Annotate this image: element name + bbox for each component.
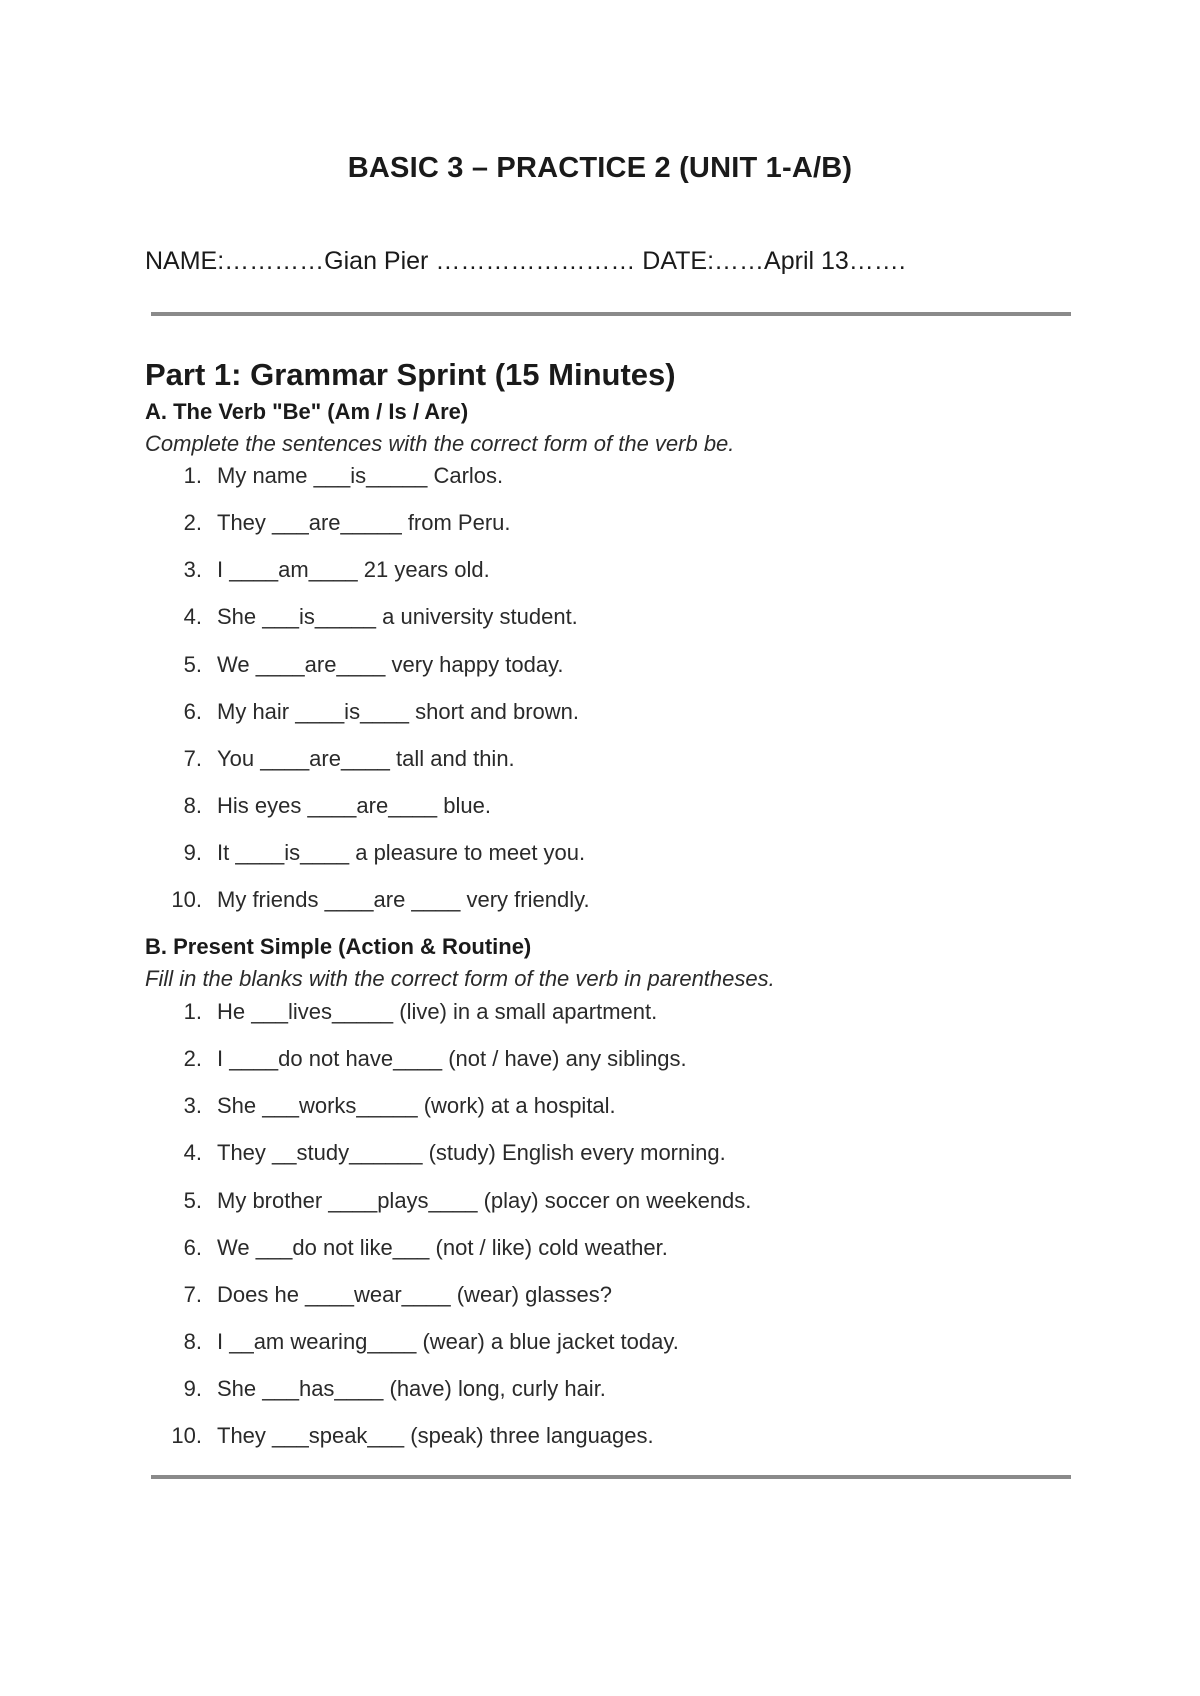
item-number: 6. bbox=[183, 699, 202, 724]
item-number: 6. bbox=[183, 1235, 202, 1260]
item-text: I ____am____ 21 years old. bbox=[217, 557, 490, 582]
item-number: 2. bbox=[183, 1046, 202, 1071]
item-text: They ___speak___ (speak) three languages. bbox=[217, 1423, 654, 1448]
section-a-title: A. The Verb "Be" (Am / Is / Are) bbox=[145, 399, 469, 424]
item-number: 3. bbox=[183, 557, 202, 582]
item-text: We ____are____ very happy today. bbox=[217, 652, 564, 677]
item-text: My friends ____are ____ very friendly. bbox=[217, 887, 590, 912]
item-number: 7. bbox=[183, 746, 202, 771]
item-text: My brother ____plays____ (play) soccer on weekends. bbox=[217, 1188, 752, 1213]
item-number: 10. bbox=[171, 1423, 202, 1448]
item-text: She ___works_____ (work) at a hospital. bbox=[217, 1093, 616, 1118]
name-date-line: NAME:…………Gian Pier …………………… DATE:……April 13……. bbox=[145, 247, 906, 275]
item-text: Does he ____wear____ (wear) glasses? bbox=[217, 1282, 613, 1307]
bottom-divider bbox=[151, 1475, 1071, 1479]
item-number: 4. bbox=[183, 1140, 202, 1165]
item-text: My hair ____is____ short and brown. bbox=[217, 699, 579, 724]
item-text: It ____is____ a pleasure to meet you. bbox=[217, 840, 586, 865]
section-b-title: B. Present Simple (Action & Routine) bbox=[145, 934, 532, 959]
item-number: 8. bbox=[183, 1329, 202, 1354]
item-text: His eyes ____are____ blue. bbox=[217, 793, 491, 818]
item-number: 4. bbox=[183, 604, 202, 629]
item-text: She ___has____ (have) long, curly hair. bbox=[217, 1376, 606, 1401]
page-title: BASIC 3 – PRACTICE 2 (UNIT 1-A/B) bbox=[347, 152, 853, 184]
item-number: 10. bbox=[171, 887, 202, 912]
item-text: They __study______ (study) English every morning. bbox=[217, 1140, 726, 1165]
part-title: Part 1: Grammar Sprint (15 Minutes) bbox=[145, 357, 676, 392]
item-number: 9. bbox=[183, 1376, 202, 1401]
item-number: 3. bbox=[183, 1093, 202, 1118]
item-number: 8. bbox=[183, 793, 202, 818]
section-a-instruction: Complete the sentences with the correct form of the verb be. bbox=[145, 431, 735, 456]
item-text: I __am wearing____ (wear) a blue jacket today. bbox=[217, 1329, 679, 1354]
item-number: 1. bbox=[183, 463, 202, 488]
item-text: He ___lives_____ (live) in a small apartment. bbox=[217, 999, 658, 1024]
item-number: 5. bbox=[183, 1188, 202, 1213]
item-text: They ___are_____ from Peru. bbox=[217, 510, 511, 535]
item-text: She ___is_____ a university student. bbox=[217, 604, 578, 629]
top-divider bbox=[151, 312, 1071, 316]
item-text: My name ___is_____ Carlos. bbox=[217, 463, 504, 488]
item-number: 1. bbox=[183, 999, 202, 1024]
section-b-instruction: Fill in the blanks with the correct form of the verb in parentheses. bbox=[145, 966, 775, 991]
item-number: 7. bbox=[183, 1282, 202, 1307]
item-text: We ___do not like___ (not / like) cold weather. bbox=[217, 1235, 668, 1260]
item-text: I ____do not have____ (not / have) any siblings. bbox=[217, 1046, 687, 1071]
item-text: You ____are____ tall and thin. bbox=[217, 746, 515, 771]
item-number: 2. bbox=[183, 510, 202, 535]
item-number: 9. bbox=[183, 840, 202, 865]
item-number: 5. bbox=[183, 652, 202, 677]
